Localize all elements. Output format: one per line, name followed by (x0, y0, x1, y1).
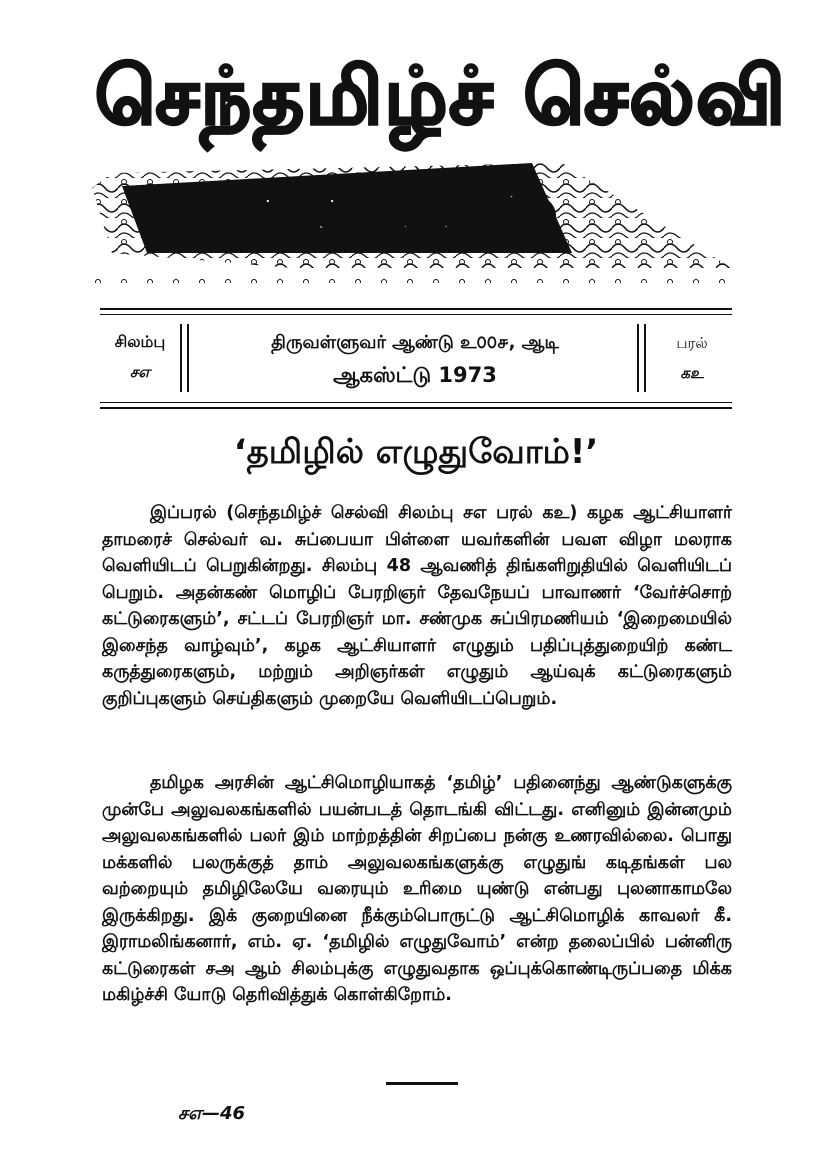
article-title: ‘தமிழில் எழுதுவோம்!’ (233, 432, 599, 472)
top-rule (100, 308, 732, 310)
issue-label: பரல் (676, 334, 708, 352)
top-rule-thin (100, 314, 732, 315)
article-paragraph-2: தமிழக அரசின் ஆட்சிமொழியாகத் ‘தமிழ்’ பதினைந்து ஆண்டுகளுக்கு முன்பே அலுவலகங்களில் பயன்படத் தொடங்கி விட்டது. எனினும் இன்னமும் அலுவலகங்களில் பலர் இம் மாற்றத்தின் சிறப்பை நன்கு உணரவில்லை. பொது மக்களில் பலருக்குத் தாம் அலுவலகங்களுக்கு எழுதுங் கடிதங்கள் பல வற்றையும் தமிழிலேயே வரையும் உரிமை யுண்டு என்பது புலனாகாமலே இருக்கிறது. இக் குறையினை நீக்கும்பொருட்டு ஆட்சிமொழிக் காவலர் கீ. இராமலிங்கனார், எம். ஏ. ‘தமிழில் எழுதுவோம்’ என்ற தலைப்பில் பன்னிரு கட்டுரைகள் சஅ ஆம் சிலம்புக்கு எழுதுவதாக ஒப்புக்கொண்டிருப்பதை மிக்க மகிழ்ச்சி யோடு தெரிவித்துக் கொள்கிறோம். (102, 773, 732, 1005)
volume-number: சஎ (129, 363, 150, 381)
end-rule (386, 1082, 458, 1085)
volume-label: சிலம்பு (114, 332, 166, 351)
volume-box (100, 320, 180, 383)
divider-right (637, 324, 646, 392)
divider-left (180, 324, 189, 392)
issue-info-bar (100, 320, 732, 400)
masthead-subtitle: திங்கள் வெளியீடு (215, 190, 559, 239)
issue-date-box (195, 320, 635, 390)
date-line: ஆகஸ்ட்டு 1973 (333, 363, 497, 387)
masthead-title: செந்தமிழ்ச் செல்வி (95, 52, 788, 142)
issue-box (652, 320, 732, 384)
page-number: சஎ—46 (178, 1103, 246, 1124)
issue-number: கஉ (680, 364, 704, 382)
bottom-rule-thin (100, 402, 732, 403)
year-line: திருவள்ளுவர் ஆண்டு உ௦௦௪, ஆடி (271, 332, 559, 353)
bottom-rule (100, 407, 732, 409)
article-paragraph-1: இப்பரல் (செந்தமிழ்ச் செல்வி சிலம்பு சஎ பரல் கஉ) கழக ஆட்சியாளர் தாமரைச் செல்வர் வ. சுப்பையா பிள்ளை யவர்களின் பவள விழா மலராக வெளியிடப் பெறுகின்றது. சிலம்பு 48 ஆவணித் திங்களிறுதியில் வெளியிடப் பெறும். அதன்கண் மொழிப் பேரறிஞர் தேவநேயப் பாவாணர் ‘வேர்ச்சொற் கட்டுரைகளும்’, சட்டப் பேரறிஞர் மா. சண்முக சுப்பிரமணியம் ‘இறைமையில் இசைந்த வாழ்வும்’, கழக ஆட்சியாளர் எழுதும் பதிப்புத்துறையிற் கண்ட கருத்துரைகளும், மற்றும் அறிஞர்கள் எழுதும் ஆய்வுக் கட்டுரைகளும் குறிப்புகளும் செய்திகளும் முறையே வெளியிடப்பெறும். (102, 503, 732, 709)
